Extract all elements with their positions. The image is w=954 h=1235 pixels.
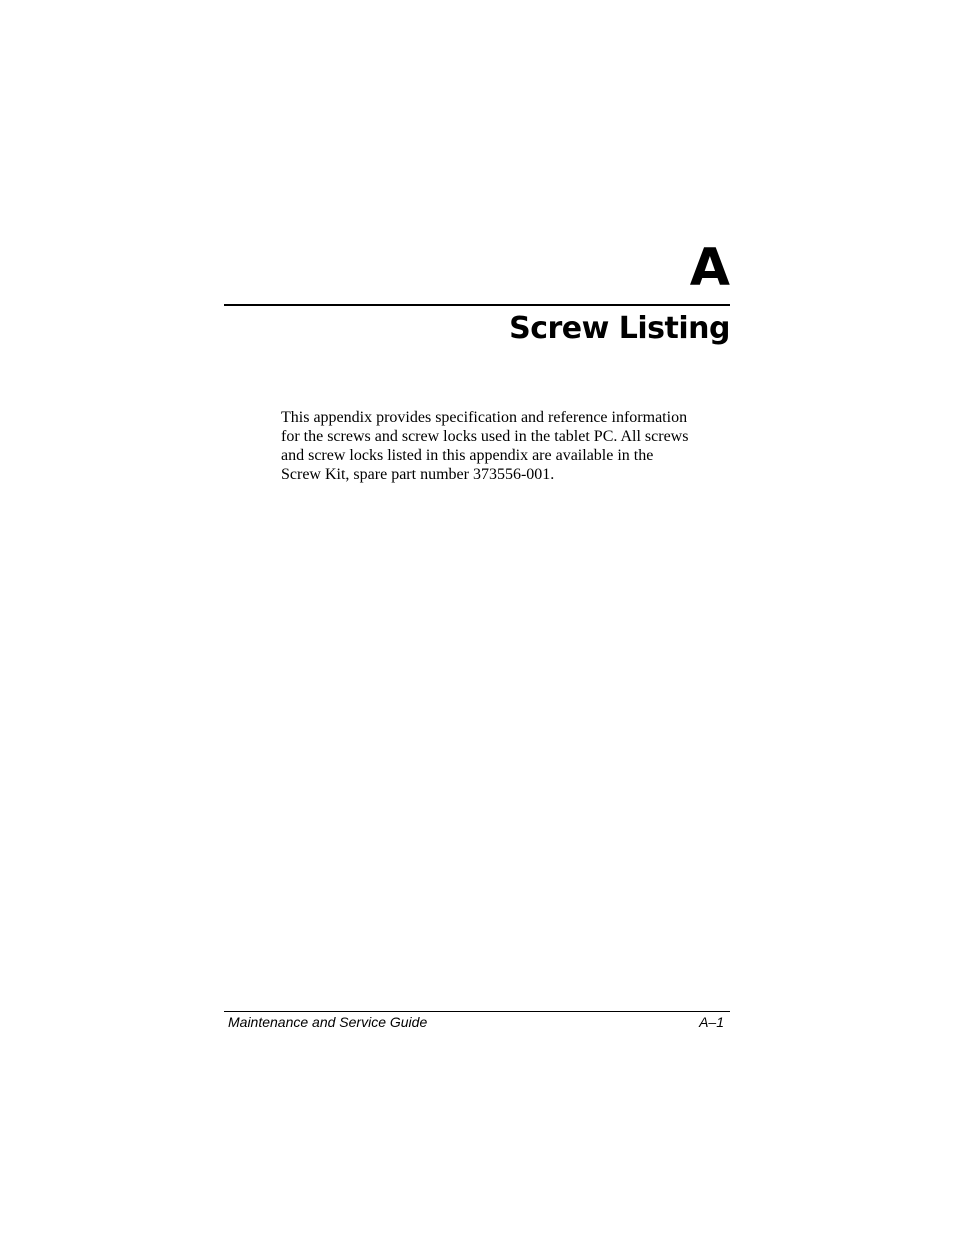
intro-paragraph [281,408,731,484]
chapter-letter: A [689,238,730,298]
page-title: Screw Listing [509,311,730,346]
intro-line: and screw locks listed in this appendix are available in the [281,447,654,464]
intro-line: This appendix provides specification and reference information [281,409,688,426]
footer-rule [224,1011,730,1012]
chapter-rule [224,304,730,306]
intro-line: Screw Kit, spare part number 373556-001. [281,466,555,483]
intro-line: for the screws and screw locks used in the tablet PC. All screws [281,428,689,445]
footer-page-number: A–1 [699,1014,724,1030]
footer-guide-title: Maintenance and Service Guide [228,1014,428,1030]
